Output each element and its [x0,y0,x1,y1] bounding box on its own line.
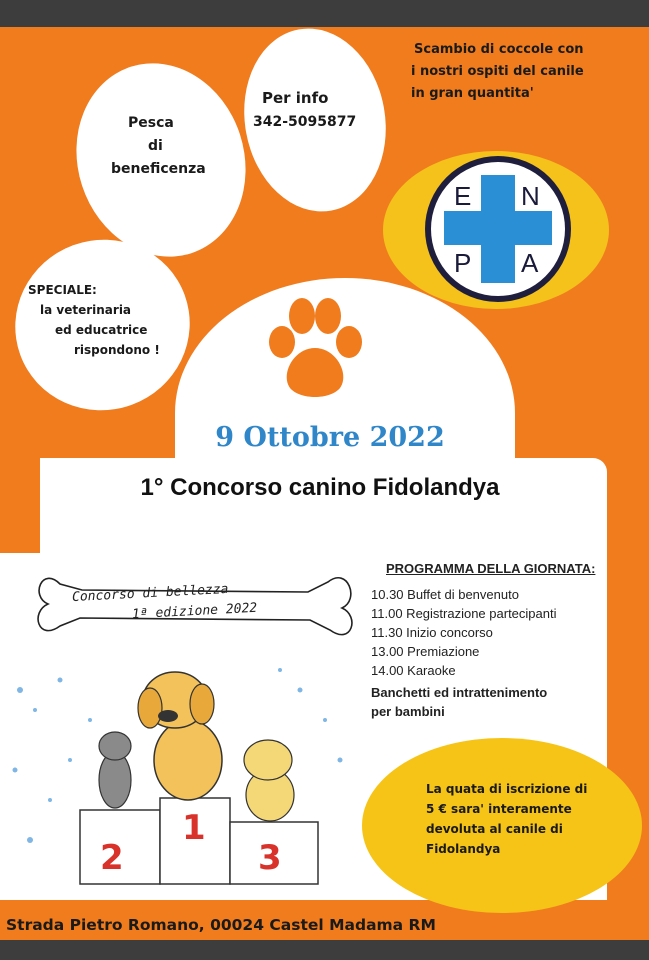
enpa-letter-a: A [521,248,539,278]
enpa-letter-p: P [454,248,472,278]
programma-extra-2: per bambini [371,704,445,719]
enpa-cross-horizontal [444,211,552,245]
programma-item: 14.00 Karaoke [371,663,456,678]
programma-heading: PROGRAMMA DELLA GIORNATA: [386,561,596,576]
coccole-line-1: Scambio di coccole con [414,42,584,57]
quota-line-2: 5 € sara' interamente [426,802,572,816]
programma-extra-1: Banchetti ed intrattenimento [371,685,548,700]
quota-line-3: devoluta al canile di [426,822,563,836]
programma-item: 11.00 Registrazione partecipanti [371,606,557,621]
pesca-line-1: Pesca [128,115,174,131]
paw-icon [258,296,370,400]
speciale-line-4: rispondono ! [74,343,160,357]
event-address: Strada Pietro Romano, 00024 Castel Madama RM [6,916,436,934]
info-phone: 342-5095877 [253,114,357,130]
pesca-line-3: beneficenza [111,161,206,177]
bone-text-1: Concorso di bellezza [71,581,229,606]
info-label: Per info [262,89,329,107]
coccole-line-3: in gran quantita' [411,86,534,101]
quota-line-4: Fidolandya [426,842,501,856]
bottom-bar [0,940,649,960]
speciale-line-3: ed educatrice [55,323,148,337]
speciale-line-2: la veterinaria [40,303,132,317]
podium-number-1: 1 [182,808,206,848]
event-date: 9 Ottobre 2022 [215,422,445,453]
top-bar [0,0,649,27]
panel-notch [0,458,40,553]
bone-text-2: 1ª edizione 2022 [131,600,258,623]
speciale-line-1: SPECIALE: [28,283,97,297]
programma-item: 13.00 Premiazione [371,644,480,659]
programma-item: 10.30 Buffet di benvenuto [371,587,519,602]
event-title: 1° Concorso canino Fidolandya [140,474,500,501]
enpa-letter-n: N [521,181,540,211]
enpa-letter-e: E [454,181,472,211]
podium-number-2: 2 [100,838,124,878]
quota-line-1: La quata di iscrizione di [426,782,588,796]
pesca-line-2: di [148,138,163,154]
programma-item: 11.30 Inizio concorso [371,625,493,640]
podium-number-3: 3 [258,838,282,878]
coccole-line-2: i nostri ospiti del canile [411,64,584,79]
